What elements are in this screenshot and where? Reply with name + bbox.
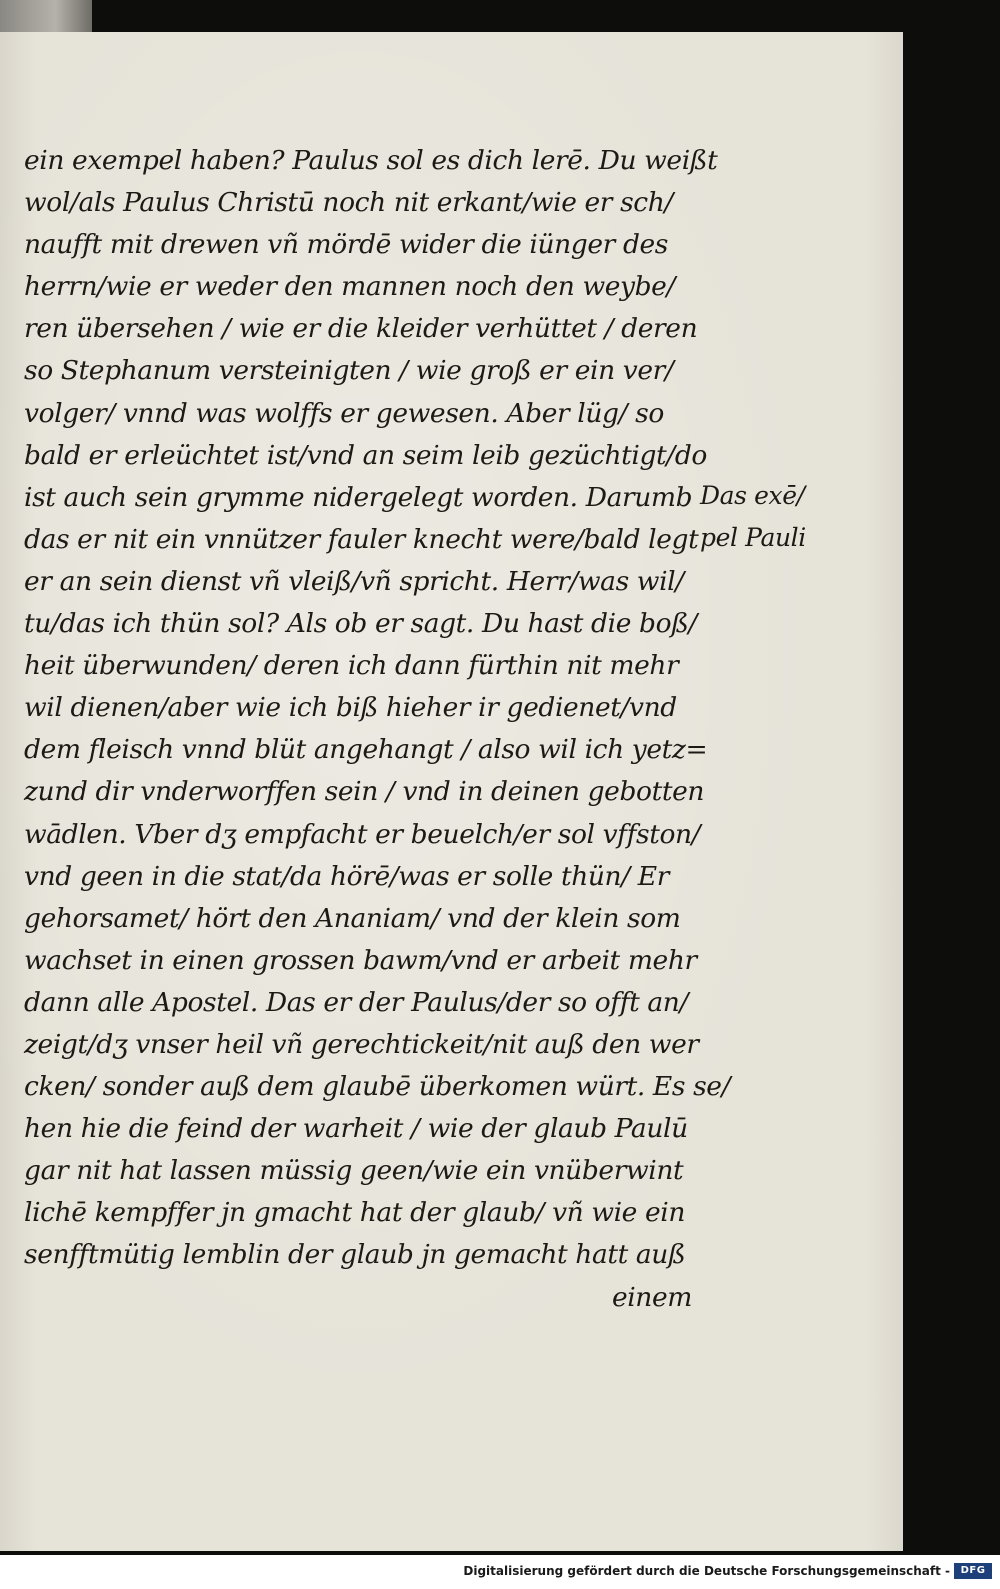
text-line: senfftmütig lemblin der glaub jn gemacht hatt auß — [24, 1239, 686, 1271]
scan-corner-mark — [0, 0, 92, 32]
marginal-note-line: pel Pauli — [700, 523, 806, 552]
text-line: dann alle Apostel. Das er der Paulus/der so offt an/ — [24, 986, 688, 1018]
text-line: herrn/wie er weder den mannen noch den weybe/ — [24, 271, 675, 303]
funding-credit: Digitalisierung gefördert durch die Deutsche Forschungsgemeinschaft - — [463, 1564, 950, 1578]
text-line: wādlen. Vber dʒ empfacht er beuelch/er sol vffston/ — [24, 818, 701, 850]
digitization-footer — [0, 1555, 1000, 1589]
text-line: zeigt/dʒ vnser heil vñ gerechtickeit/nit auß den wer — [24, 1028, 699, 1060]
text-line: wachset in einen grossen bawm/vnd er arbeit mehr — [24, 944, 697, 976]
text-line: volger/ vnnd was wolffs er gewesen. Aber lüg/ so — [24, 397, 664, 429]
text-line: heit überwunden/ deren ich dann fürthin nit mehr — [24, 650, 679, 682]
marginal-note-line: Das exē/ — [700, 481, 805, 510]
text-line: gehorsamet/ hört den Ananiam/ vnd der klein som — [24, 902, 681, 934]
text-line: gar nit hat lassen müssig geen/wie ein vnüberwint — [24, 1155, 684, 1187]
text-line: ren übersehen / wie er die kleider verhüttet / deren — [24, 313, 698, 345]
text-line: zund dir vnderworffen sein / vnd in deinen gebotten — [24, 776, 705, 808]
body-text — [24, 140, 731, 1319]
text-line: cken/ sonder auß dem glaubē überkomen würt. Es se/ — [24, 1071, 731, 1103]
text-line: ein exempel haben? Paulus sol es dich lerē. Du weißt — [24, 145, 718, 176]
text-line: so Stephanum versteinigten / wie groß er ein ver/ — [24, 355, 674, 387]
dfg-logo: DFG — [954, 1563, 992, 1579]
book-page — [0, 32, 903, 1551]
text-line: wil dienen/aber wie ich biß hieher ir gedienet/vnd — [24, 692, 677, 724]
text-line: hen hie die feind der warheit / wie der glaub Paulū — [24, 1113, 688, 1145]
catchword: einem — [611, 1281, 692, 1313]
text-line: ist auch sein grymme nidergelegt worden. Darumb — [24, 481, 693, 513]
text-line: wol/als Paulus Christū noch nit erkant/wie er sch/ — [24, 187, 673, 219]
text-line: lichē kempffer jn gmacht hat der glaub/ vñ wie ein — [24, 1197, 686, 1229]
text-line: er an sein dienst vñ vleiß/vñ spricht. Herr/was wil/ — [24, 565, 684, 597]
text-line: tu/das ich thün sol? Als ob er sagt. Du hast die boß/ — [24, 608, 697, 640]
text-line: dem fleisch vnnd blüt angehangt / also wil ich yetz= — [24, 734, 708, 766]
marginal-note — [700, 475, 830, 559]
text-line: vnd geen in die stat/da hörē/was er solle thün/ Er — [24, 860, 669, 892]
text-line: bald er erleüchtet ist/vnd an seim leib gezüchtigt/do — [24, 439, 707, 471]
text-line: naufft mit drewen vñ mördē wider die iünger des — [24, 229, 668, 261]
text-line: das er nit ein vnnützer fauler knecht were/bald legt — [24, 523, 699, 555]
